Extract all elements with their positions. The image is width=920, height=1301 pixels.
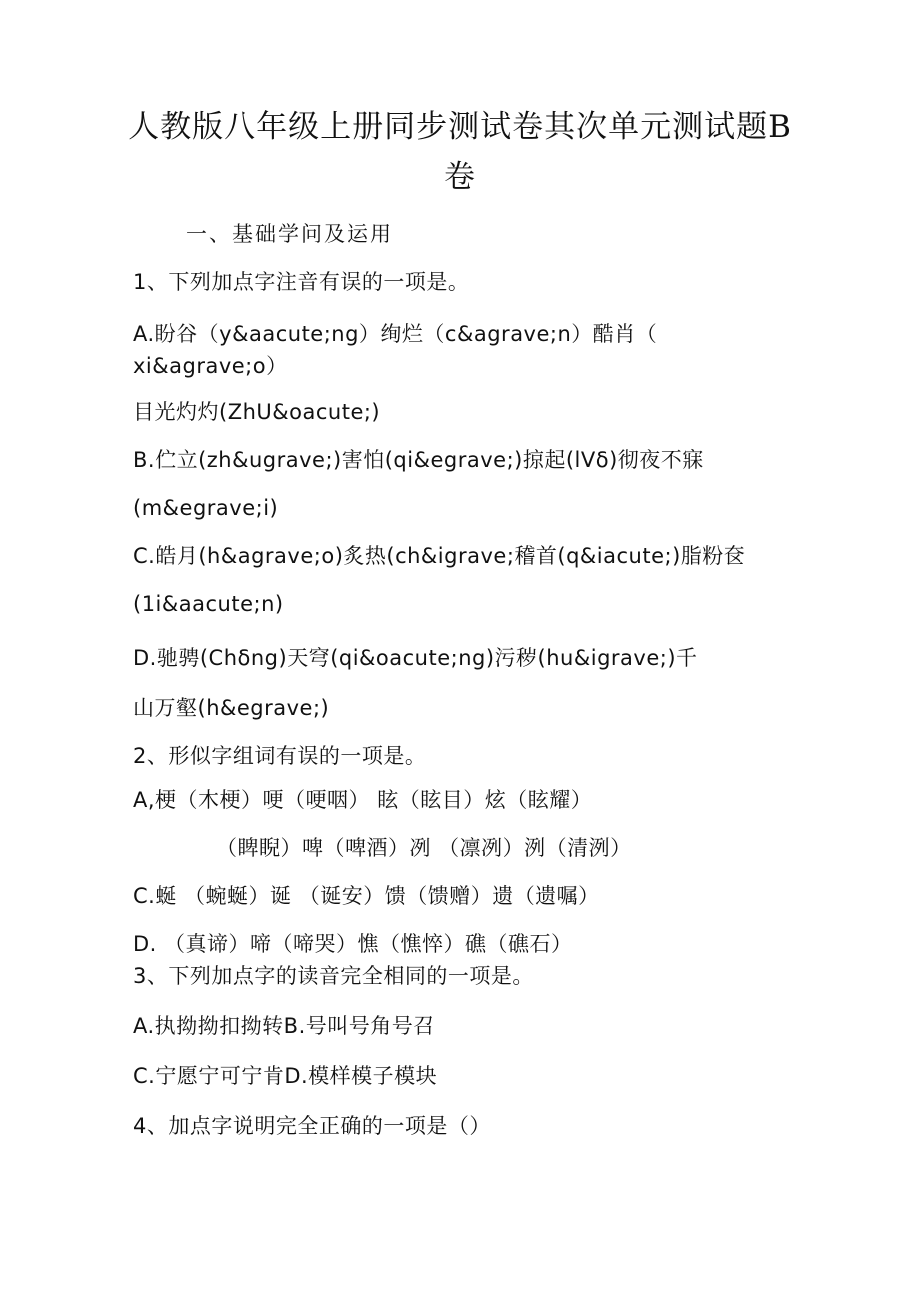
section-heading: 一、基础学问及运用 [186, 222, 393, 246]
question-1-stem: 1、下列加点字注音有误的一项是。 [133, 270, 470, 294]
question-1-option-d-continued: 山万壑(h&egrave;) [133, 696, 330, 720]
document-title-line-2: 卷 [444, 159, 476, 195]
question-3-options-ab: A.执拗拗扣拗转B.号叫号角号召 [133, 1014, 435, 1038]
question-3-stem: 3、下列加点字的读音完全相同的一项是。 [133, 964, 534, 988]
question-2-option-b: （睥睨）啤（啤酒）冽 （凛冽）洌（清洌） [216, 836, 632, 860]
question-2-option-c: C.蜒 （蜿蜒）诞 （诞安）馈（馈赠）遗（遗嘱） [133, 884, 600, 908]
question-3-options-cd: C.宁愿宁可宁肯D.模样模子模块 [133, 1064, 438, 1088]
question-1-option-b: B.伫立(zh&ugrave;)害怕(qi&egrave;)掠起(lVδ)彻夜不寐 [133, 448, 704, 472]
question-1-option-d: D.驰骋(Chδng)天穹(qi&oacute;ng)污秽(hu&igrave;)千 [133, 646, 698, 670]
document-title-line-1: 人教版八年级上册同步测试卷其次单元测试题B [128, 109, 792, 145]
question-1-option-a-continued: xi&agrave;o） [133, 354, 288, 378]
question-1-option-a: A.盼谷（y&aacute;ng）绚烂（c&agrave;n）酷肖（ [133, 322, 658, 346]
question-1-option-b-continued: (m&egrave;i) [133, 496, 279, 520]
question-2-option-a: A,梗（木梗）哽（哽咽） 眩（眩目）炫（眩耀） [133, 788, 593, 812]
question-1-option-a-continued: 目光灼灼(ZhU&oacute;) [133, 400, 381, 424]
question-1-option-c: C.皓月(h&agrave;o)炙热(ch&igrave;稽首(q&iacute;)脂粉奁 [133, 544, 746, 568]
question-1-option-c-continued: (1i&aacute;n) [133, 592, 284, 616]
question-2-stem: 2、形似字组词有误的一项是。 [133, 744, 427, 768]
question-2-option-d: D. （真谛）啼（啼哭）憔（憔悴）礁（礁石） [133, 932, 573, 956]
question-4-stem: 4、加点字说明完全正确的一项是（） [133, 1114, 491, 1138]
